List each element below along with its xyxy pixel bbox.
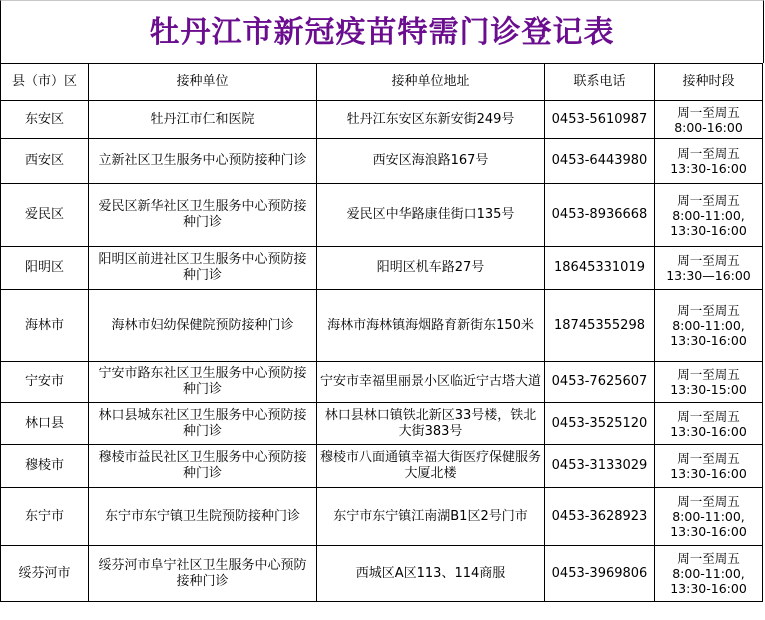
unit-cell: 宁安市路东社区卫生服务中心预防接种门诊 <box>89 362 317 403</box>
district-cell: 阳明区 <box>1 247 89 290</box>
district-cell: 绥芬河市 <box>1 546 89 602</box>
address-cell: 西安区海浪路167号 <box>317 139 545 184</box>
time-cell: 周一至周五 13:30—16:00 <box>655 247 763 290</box>
address-cell: 海林市海林镇海烟路育新街东150米 <box>317 290 545 362</box>
time-cell: 周一至周五 13:30-15:00 <box>655 362 763 403</box>
time-cell: 周一至周五 13:30-16:00 <box>655 139 763 184</box>
phone-cell: 0453-5610987 <box>545 101 655 139</box>
header-phone: 联系电话 <box>545 64 655 101</box>
header-district: 县（市）区 <box>1 64 89 101</box>
phone-cell: 0453-7625607 <box>545 362 655 403</box>
table-row <box>1 184 763 247</box>
phone-cell: 0453-3628923 <box>545 488 655 546</box>
district-cell: 东安区 <box>1 101 89 139</box>
address-cell: 穆棱市八面通镇幸福大街医疗保健服务大厦北楼 <box>317 445 545 488</box>
district-cell: 宁安市 <box>1 362 89 403</box>
unit-cell: 牡丹江市仁和医院 <box>89 101 317 139</box>
phone-cell: 0453-8936668 <box>545 184 655 247</box>
table-row <box>1 403 763 445</box>
phone-cell: 0453-3525120 <box>545 403 655 445</box>
time-cell: 周一至周五 8:00-11:00, 13:30-16:00 <box>655 184 763 247</box>
time-cell: 周一至周五 8:00-11:00, 13:30-16:00 <box>655 546 763 602</box>
page-title: 牡丹江市新冠疫苗特需门诊登记表 <box>0 0 764 63</box>
table-row <box>1 546 763 602</box>
table-row <box>1 488 763 546</box>
table-row <box>1 290 763 362</box>
unit-cell: 海林市妇幼保健院预防接种门诊 <box>89 290 317 362</box>
time-cell: 周一至周五 8:00-11:00, 13:30-16:00 <box>655 488 763 546</box>
address-cell: 宁安市幸福里丽景小区临近宁古塔大道 <box>317 362 545 403</box>
district-cell: 东宁市 <box>1 488 89 546</box>
table-row <box>1 247 763 290</box>
table-row <box>1 445 763 488</box>
header-row <box>1 64 763 101</box>
phone-cell: 18645331019 <box>545 247 655 290</box>
phone-cell: 0453-6443980 <box>545 139 655 184</box>
district-cell: 海林市 <box>1 290 89 362</box>
address-cell: 爱民区中华路康佳街口135号 <box>317 184 545 247</box>
unit-cell: 绥芬河市阜宁社区卫生服务中心预防接种门诊 <box>89 546 317 602</box>
table-row <box>1 139 763 184</box>
time-cell: 周一至周五 8:00-11:00, 13:30-16:00 <box>655 290 763 362</box>
district-cell: 西安区 <box>1 139 89 184</box>
phone-cell: 18745355298 <box>545 290 655 362</box>
phone-cell: 0453-3969806 <box>545 546 655 602</box>
time-cell: 周一至周五 13:30-16:00 <box>655 403 763 445</box>
unit-cell: 穆棱市益民社区卫生服务中心预防接种门诊 <box>89 445 317 488</box>
header-time: 接种时段 <box>655 64 763 101</box>
header-address: 接种单位地址 <box>317 64 545 101</box>
address-cell: 西城区A区113、114商服 <box>317 546 545 602</box>
district-cell: 林口县 <box>1 403 89 445</box>
clinic-table <box>0 63 763 602</box>
header-unit: 接种单位 <box>89 64 317 101</box>
time-cell: 周一至周五 8:00-16:00 <box>655 101 763 139</box>
table-row <box>1 101 763 139</box>
unit-cell: 东宁市东宁镇卫生院预防接种门诊 <box>89 488 317 546</box>
unit-cell: 林口县城东社区卫生服务中心预防接种门诊 <box>89 403 317 445</box>
unit-cell: 爱民区新华社区卫生服务中心预防接种门诊 <box>89 184 317 247</box>
unit-cell: 立新社区卫生服务中心预防接种门诊 <box>89 139 317 184</box>
district-cell: 爱民区 <box>1 184 89 247</box>
address-cell: 林口县林口镇铁北新区33号楼，铁北大街383号 <box>317 403 545 445</box>
address-cell: 牡丹江东安区东新安街249号 <box>317 101 545 139</box>
phone-cell: 0453-3133029 <box>545 445 655 488</box>
time-cell: 周一至周五 13:30-16:00 <box>655 445 763 488</box>
address-cell: 东宁市东宁镇江南湖B1区2号门市 <box>317 488 545 546</box>
table-row <box>1 362 763 403</box>
district-cell: 穆棱市 <box>1 445 89 488</box>
unit-cell: 阳明区前进社区卫生服务中心预防接种门诊 <box>89 247 317 290</box>
address-cell: 阳明区机车路27号 <box>317 247 545 290</box>
